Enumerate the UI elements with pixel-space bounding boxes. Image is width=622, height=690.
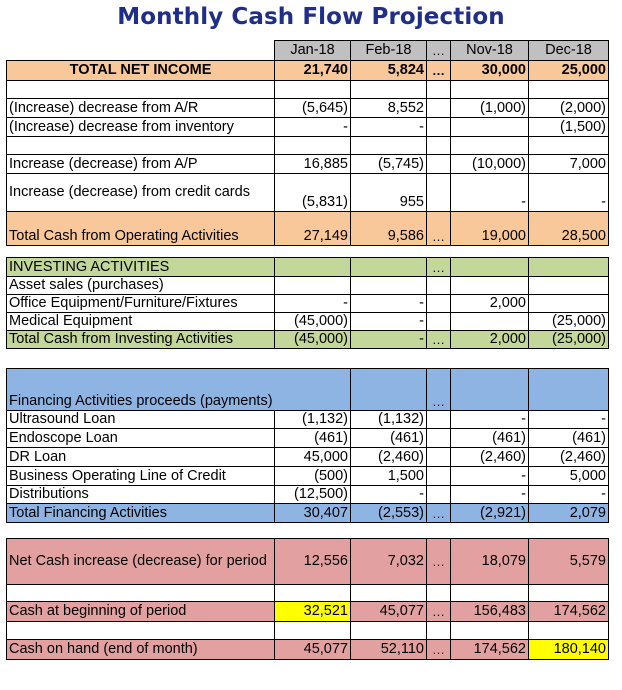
- row-inventory: [7, 118, 609, 137]
- cell-ellipsis: …: [427, 640, 451, 660]
- cell-feb: (461): [351, 429, 427, 448]
- row-endoscope-loan: [7, 429, 609, 448]
- row-label: Cash at beginning of period: [7, 602, 275, 622]
- cell-dec: 28,500: [529, 212, 609, 246]
- section-title-investing: INVESTING ACTIVITIES: [7, 258, 275, 277]
- row-label: Increase (decrease) from credit cards: [7, 174, 275, 212]
- cell-nov: 30,000: [451, 61, 529, 81]
- cell-jan: 21,740: [275, 61, 351, 81]
- cell-nov: (10,000): [451, 155, 529, 174]
- row-medical-equipment: [7, 313, 609, 331]
- row-label: Total Cash from Investing Activities: [7, 331, 275, 349]
- cell-feb: 7,032: [351, 539, 427, 585]
- cell-feb: -: [351, 118, 427, 137]
- cell-jan: (45,000): [275, 313, 351, 331]
- cell-jan: 45,000: [275, 448, 351, 467]
- row-label: Medical Equipment: [7, 313, 275, 331]
- row-spacer: [7, 585, 609, 602]
- row-total-net-income: [7, 61, 609, 81]
- cell-dec: -: [529, 411, 609, 429]
- cell-feb: -: [351, 295, 427, 313]
- cell-jan: 16,885: [275, 155, 351, 174]
- cell-jan: -: [275, 295, 351, 313]
- row-total-operating: [7, 212, 609, 246]
- row-cash-beginning: [7, 602, 609, 622]
- cell-nov: -: [451, 486, 529, 504]
- row-label: (Increase) decrease from inventory: [7, 118, 275, 137]
- row-label: Cash on hand (end of month): [7, 640, 275, 660]
- row-office-equipment: [7, 295, 609, 313]
- cell-jan: (461): [275, 429, 351, 448]
- cell-ellipsis: [427, 155, 451, 174]
- row-investing-header: [7, 258, 609, 277]
- cell-dec: 7,000: [529, 155, 609, 174]
- cell-jan: (12,500): [275, 486, 351, 504]
- cell-dec: (461): [529, 429, 609, 448]
- row-line-of-credit: [7, 467, 609, 486]
- cell-nov: -: [451, 467, 529, 486]
- cell-ellipsis: [427, 313, 451, 331]
- row-spacer: [7, 622, 609, 640]
- cell-dec: 25,000: [529, 61, 609, 81]
- cell-feb: 5,824: [351, 61, 427, 81]
- row-label: Total Financing Activities: [7, 504, 275, 523]
- cell-dec: (2,000): [529, 99, 609, 118]
- cell-ellipsis: [427, 99, 451, 118]
- cell-ellipsis: …: [427, 602, 451, 622]
- cell-nov: 2,000: [451, 295, 529, 313]
- cell-feb: -: [351, 331, 427, 349]
- row-distributions: [7, 486, 609, 504]
- cell-jan: 32,521: [275, 602, 351, 622]
- cell-ellipsis: …: [427, 539, 451, 585]
- cell-ellipsis: [427, 295, 451, 313]
- row-ultrasound-loan: [7, 411, 609, 429]
- row-financing-header: [7, 369, 609, 411]
- row-label: Asset sales (purchases): [7, 277, 275, 295]
- cell-feb: (2,460): [351, 448, 427, 467]
- cell-ellipsis: [427, 448, 451, 467]
- cell-ellipsis: …: [427, 504, 451, 523]
- cell-ellipsis: …: [427, 258, 451, 277]
- cell-nov: [451, 118, 529, 137]
- row-label: Office Equipment/Furniture/Fixtures: [7, 295, 275, 313]
- section-title-financing: Financing Activities proceeds (payments): [7, 369, 351, 411]
- cell-jan: (5,831): [275, 174, 351, 212]
- cell-dec: [529, 295, 609, 313]
- cell-dec: -: [529, 174, 609, 212]
- col-feb-18: Feb-18: [351, 41, 427, 61]
- cell-nov: 174,562: [451, 640, 529, 660]
- cell-feb: 8,552: [351, 99, 427, 118]
- row-label: Endoscope Loan: [7, 429, 275, 448]
- cell-ellipsis: [427, 467, 451, 486]
- cell-dec: (25,000): [529, 331, 609, 349]
- col-jan-18: Jan-18: [275, 41, 351, 61]
- cell-feb: 1,500: [351, 467, 427, 486]
- cell-ellipsis: …: [427, 212, 451, 246]
- cell-dec: -: [529, 486, 609, 504]
- cell-ellipsis: [427, 486, 451, 504]
- cell-nov: -: [451, 174, 529, 212]
- cell-dec: 180,140: [529, 640, 609, 660]
- cell-feb: 9,586: [351, 212, 427, 246]
- cell-dec: 5,579: [529, 539, 609, 585]
- row-total-investing: [7, 331, 609, 349]
- row-gap: [7, 349, 609, 369]
- row-label: Total Cash from Operating Activities: [7, 212, 275, 246]
- cell-dec: (25,000): [529, 313, 609, 331]
- row-label: TOTAL NET INCOME: [7, 61, 275, 81]
- row-spacer: [7, 137, 609, 155]
- cell-dec: 2,079: [529, 504, 609, 523]
- cell-dec: 174,562: [529, 602, 609, 622]
- row-cash-end: [7, 640, 609, 660]
- cell-nov: (2,921): [451, 504, 529, 523]
- row-credit-cards: [7, 174, 609, 212]
- cell-feb: (1,132): [351, 411, 427, 429]
- cash-flow-table: [6, 40, 609, 660]
- cell-feb: 52,110: [351, 640, 427, 660]
- col-ellipsis: …: [427, 41, 451, 61]
- header-row: [7, 41, 609, 61]
- row-gap: [7, 246, 609, 258]
- row-label: Net Cash increase (decrease) for period: [7, 539, 275, 585]
- cell-nov: 19,000: [451, 212, 529, 246]
- cell-nov: 156,483: [451, 602, 529, 622]
- row-label: DR Loan: [7, 448, 275, 467]
- row-asset-sales: [7, 277, 609, 295]
- cell-dec: (1,500): [529, 118, 609, 137]
- cell-ellipsis: [427, 174, 451, 212]
- cell-ellipsis: [427, 429, 451, 448]
- header-blank: [7, 41, 275, 61]
- cell-feb: (5,745): [351, 155, 427, 174]
- cell-jan: (45,000): [275, 331, 351, 349]
- cell-ellipsis: …: [427, 331, 451, 349]
- cell-ellipsis: …: [427, 369, 451, 411]
- cell-feb: -: [351, 313, 427, 331]
- cell-feb: -: [351, 486, 427, 504]
- cell-dec: 5,000: [529, 467, 609, 486]
- cell-feb: 45,077: [351, 602, 427, 622]
- cell-ellipsis: [427, 118, 451, 137]
- cell-jan: (1,132): [275, 411, 351, 429]
- cell-jan: (5,645): [275, 99, 351, 118]
- cell-jan: 30,407: [275, 504, 351, 523]
- cell-jan: 27,149: [275, 212, 351, 246]
- cell-nov: 2,000: [451, 331, 529, 349]
- row-gap: [7, 523, 609, 539]
- cell-ellipsis: [427, 411, 451, 429]
- cell-nov: -: [451, 411, 529, 429]
- cell-nov: (2,460): [451, 448, 529, 467]
- row-label: Distributions: [7, 486, 275, 504]
- cell-ellipsis: …: [427, 61, 451, 81]
- cell-jan: -: [275, 118, 351, 137]
- cell-dec: (2,460): [529, 448, 609, 467]
- row-total-financing: [7, 504, 609, 523]
- cell-jan: 12,556: [275, 539, 351, 585]
- cell-nov: (461): [451, 429, 529, 448]
- col-dec-18: Dec-18: [529, 41, 609, 61]
- col-nov-18: Nov-18: [451, 41, 529, 61]
- cell-jan: 45,077: [275, 640, 351, 660]
- cell-nov: (1,000): [451, 99, 529, 118]
- cell-feb: 955: [351, 174, 427, 212]
- row-label: (Increase) decrease from A/R: [7, 99, 275, 118]
- row-label: Increase (decrease) from A/P: [7, 155, 275, 174]
- cell-nov: [451, 313, 529, 331]
- cell-feb: (2,553): [351, 504, 427, 523]
- cell-nov: 18,079: [451, 539, 529, 585]
- page-title: Monthly Cash Flow Projection: [117, 4, 505, 30]
- row-net-cash: [7, 539, 609, 585]
- row-ap: [7, 155, 609, 174]
- row-label: Ultrasound Loan: [7, 411, 275, 429]
- cell-jan: (500): [275, 467, 351, 486]
- row-ar: [7, 99, 609, 118]
- row-label: Business Operating Line of Credit: [7, 467, 275, 486]
- row-dr-loan: [7, 448, 609, 467]
- row-spacer: [7, 81, 609, 99]
